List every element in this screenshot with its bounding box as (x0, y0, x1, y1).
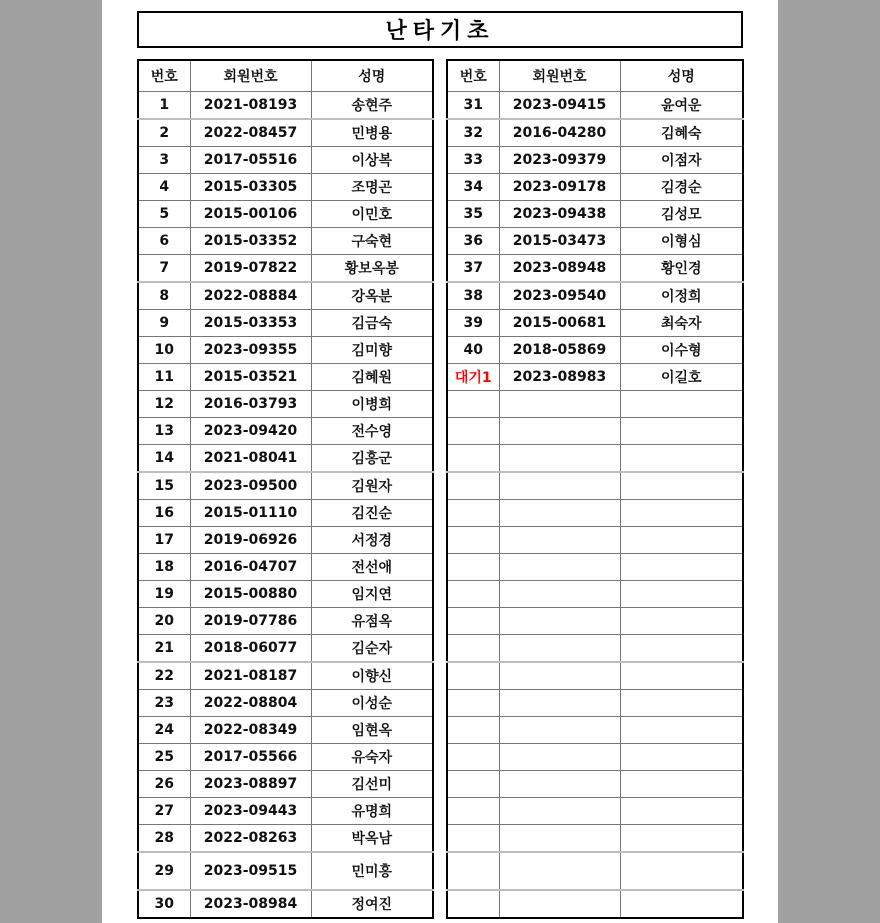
row-number (447, 744, 499, 771)
member-name-cell: 정여진 (311, 890, 433, 918)
table-row (447, 581, 743, 608)
row-number (447, 472, 499, 500)
member-id-cell: 2019-07786 (190, 608, 311, 635)
table-row (447, 798, 743, 825)
document-page (102, 0, 778, 923)
row-number: 11 (138, 364, 190, 391)
row-number: 20 (138, 608, 190, 635)
table-row (447, 825, 743, 853)
member-name-cell (620, 635, 743, 663)
member-id-cell (499, 771, 620, 798)
table-row (138, 337, 433, 364)
table-row (138, 500, 433, 527)
row-number: 10 (138, 337, 190, 364)
row-number: 21 (138, 635, 190, 663)
table-row (138, 825, 433, 853)
table-row (447, 391, 743, 418)
row-number (447, 662, 499, 690)
table-row (447, 147, 743, 174)
row-number: 34 (447, 174, 499, 201)
member-id-cell: 2019-07822 (190, 255, 311, 283)
table-row (447, 228, 743, 255)
member-id-cell: 2017-05566 (190, 744, 311, 771)
table-row (138, 581, 433, 608)
member-name-cell (620, 798, 743, 825)
member-id-cell (499, 690, 620, 717)
table-row (447, 500, 743, 527)
table-row (447, 890, 743, 918)
table-row (138, 852, 433, 890)
member-id-cell: 2022-08457 (190, 119, 311, 147)
table-row (447, 608, 743, 635)
member-id-cell: 2015-01110 (190, 500, 311, 527)
member-id-cell: 2023-08983 (499, 364, 620, 391)
table-row (447, 635, 743, 663)
row-number: 23 (138, 690, 190, 717)
row-number: 30 (138, 890, 190, 918)
row-number: 32 (447, 119, 499, 147)
member-name-cell: 이병희 (311, 391, 433, 418)
row-number: 38 (447, 282, 499, 310)
table-row (138, 662, 433, 690)
table-row (447, 852, 743, 890)
member-id-cell (499, 852, 620, 890)
table-row (447, 554, 743, 581)
row-number (447, 825, 499, 853)
table-row (447, 174, 743, 201)
member-name-cell (620, 890, 743, 918)
table-row (138, 744, 433, 771)
table-row (447, 445, 743, 473)
member-name-cell (620, 662, 743, 690)
row-number (447, 852, 499, 890)
table-row (138, 147, 433, 174)
member-name-cell (620, 554, 743, 581)
member-name-cell (620, 608, 743, 635)
member-id-cell: 2023-09515 (190, 852, 311, 890)
row-number: 22 (138, 662, 190, 690)
row-number (447, 500, 499, 527)
member-name-cell: 임현옥 (311, 717, 433, 744)
table-row (447, 201, 743, 228)
member-name-cell: 서정경 (311, 527, 433, 554)
row-number (447, 554, 499, 581)
member-name-cell: 김원자 (311, 472, 433, 500)
row-number: 33 (447, 147, 499, 174)
member-name-cell (620, 717, 743, 744)
member-name-cell (620, 418, 743, 445)
header-no: 번호 (138, 60, 190, 92)
member-id-cell: 2021-08041 (190, 445, 311, 473)
table-row (138, 527, 433, 554)
table-row (138, 418, 433, 445)
member-name-cell: 민병용 (311, 119, 433, 147)
member-name-cell: 구숙현 (311, 228, 433, 255)
member-id-cell: 2018-05869 (499, 337, 620, 364)
row-number (447, 581, 499, 608)
row-number (447, 771, 499, 798)
member-name-cell: 민미홍 (311, 852, 433, 890)
row-number (447, 798, 499, 825)
row-number (447, 717, 499, 744)
member-name-cell: 황보옥봉 (311, 255, 433, 283)
row-number: 1 (138, 92, 190, 120)
table-row (138, 690, 433, 717)
member-id-cell (499, 554, 620, 581)
member-id-cell: 2015-03521 (190, 364, 311, 391)
member-id-cell: 2016-04707 (190, 554, 311, 581)
table-row (138, 635, 433, 663)
member-name-cell: 박옥남 (311, 825, 433, 853)
row-number (447, 608, 499, 635)
member-name-cell: 김미향 (311, 337, 433, 364)
row-number: 29 (138, 852, 190, 890)
table-row (138, 201, 433, 228)
member-name-cell: 김혜숙 (620, 119, 743, 147)
table-row (138, 364, 433, 391)
row-number: 24 (138, 717, 190, 744)
roster-table-right (446, 59, 744, 919)
member-id-cell (499, 798, 620, 825)
member-id-cell: 2015-03352 (190, 228, 311, 255)
member-name-cell: 김금숙 (311, 310, 433, 337)
member-name-cell: 이상복 (311, 147, 433, 174)
table-row (138, 445, 433, 473)
member-name-cell: 송현주 (311, 92, 433, 120)
member-name-cell: 이민호 (311, 201, 433, 228)
table-row (138, 228, 433, 255)
row-number (447, 391, 499, 418)
table-row (138, 92, 433, 120)
member-id-cell: 2023-09415 (499, 92, 620, 120)
member-name-cell: 김선미 (311, 771, 433, 798)
member-id-cell: 2022-08263 (190, 825, 311, 853)
member-id-cell (499, 472, 620, 500)
row-number: 28 (138, 825, 190, 853)
member-id-cell: 2023-09540 (499, 282, 620, 310)
member-name-cell (620, 527, 743, 554)
member-name-cell: 이길호 (620, 364, 743, 391)
row-number (447, 418, 499, 445)
member-name-cell (620, 852, 743, 890)
table-row (447, 717, 743, 744)
member-id-cell: 2015-00880 (190, 581, 311, 608)
member-id-cell (499, 581, 620, 608)
member-name-cell (620, 825, 743, 853)
roster-table-left (137, 59, 434, 919)
table-header-row (138, 60, 433, 92)
table-row (447, 418, 743, 445)
row-number: 31 (447, 92, 499, 120)
table-row (138, 174, 433, 201)
member-id-cell: 2023-09443 (190, 798, 311, 825)
table-row (138, 472, 433, 500)
row-number: 25 (138, 744, 190, 771)
document-title: 난타기초 (137, 11, 743, 48)
member-id-cell: 2023-09438 (499, 201, 620, 228)
member-name-cell: 김진순 (311, 500, 433, 527)
member-id-cell (499, 500, 620, 527)
header-no: 번호 (447, 60, 499, 92)
member-id-cell: 2023-08984 (190, 890, 311, 918)
row-number: 37 (447, 255, 499, 283)
row-number: 39 (447, 310, 499, 337)
member-id-cell: 2015-03305 (190, 174, 311, 201)
member-id-cell: 2022-08804 (190, 690, 311, 717)
member-name-cell: 이정희 (620, 282, 743, 310)
header-name: 성명 (311, 60, 433, 92)
member-id-cell: 2017-05516 (190, 147, 311, 174)
member-id-cell: 2023-09379 (499, 147, 620, 174)
header-member-id: 회원번호 (190, 60, 311, 92)
member-name-cell (620, 690, 743, 717)
member-name-cell: 유숙자 (311, 744, 433, 771)
table-row (447, 364, 743, 391)
member-id-cell (499, 825, 620, 853)
header-name: 성명 (620, 60, 743, 92)
table-row (447, 744, 743, 771)
row-number: 대기1 (447, 364, 499, 391)
member-id-cell: 2023-08897 (190, 771, 311, 798)
row-number (447, 527, 499, 554)
table-row (138, 771, 433, 798)
row-number (447, 445, 499, 473)
member-id-cell: 2018-06077 (190, 635, 311, 663)
member-name-cell (620, 391, 743, 418)
member-name-cell: 이형심 (620, 228, 743, 255)
member-name-cell: 강옥분 (311, 282, 433, 310)
member-id-cell: 2023-09355 (190, 337, 311, 364)
member-name-cell: 김순자 (311, 635, 433, 663)
member-id-cell: 2015-00681 (499, 310, 620, 337)
member-id-cell: 2015-03473 (499, 228, 620, 255)
table-row (447, 771, 743, 798)
row-number (447, 690, 499, 717)
member-name-cell (620, 771, 743, 798)
table-row (138, 890, 433, 918)
member-name-cell (620, 445, 743, 473)
member-id-cell: 2016-03793 (190, 391, 311, 418)
table-row (447, 255, 743, 283)
table-row (447, 527, 743, 554)
row-number: 5 (138, 201, 190, 228)
member-name-cell (620, 744, 743, 771)
row-number: 3 (138, 147, 190, 174)
row-number: 9 (138, 310, 190, 337)
row-number: 14 (138, 445, 190, 473)
member-name-cell (620, 472, 743, 500)
table-row (138, 608, 433, 635)
member-name-cell: 최숙자 (620, 310, 743, 337)
row-number: 8 (138, 282, 190, 310)
member-name-cell (620, 581, 743, 608)
row-number: 4 (138, 174, 190, 201)
member-id-cell (499, 717, 620, 744)
member-id-cell: 2022-08884 (190, 282, 311, 310)
table-row (447, 690, 743, 717)
table-row (138, 798, 433, 825)
table-row (138, 717, 433, 744)
member-id-cell: 2021-08187 (190, 662, 311, 690)
table-row (138, 119, 433, 147)
member-id-cell: 2015-03353 (190, 310, 311, 337)
row-number: 16 (138, 500, 190, 527)
member-name-cell: 유명희 (311, 798, 433, 825)
row-number: 26 (138, 771, 190, 798)
member-name-cell: 유점옥 (311, 608, 433, 635)
row-number: 13 (138, 418, 190, 445)
member-id-cell (499, 608, 620, 635)
table-row (138, 391, 433, 418)
member-id-cell (499, 662, 620, 690)
member-id-cell (499, 418, 620, 445)
row-number (447, 635, 499, 663)
member-name-cell: 윤여운 (620, 92, 743, 120)
member-id-cell: 2023-08948 (499, 255, 620, 283)
member-name-cell: 황인경 (620, 255, 743, 283)
member-id-cell: 2019-06926 (190, 527, 311, 554)
row-number: 2 (138, 119, 190, 147)
table-row (447, 92, 743, 120)
table-row (447, 282, 743, 310)
member-id-cell: 2015-00106 (190, 201, 311, 228)
row-number: 27 (138, 798, 190, 825)
member-name-cell: 김성모 (620, 201, 743, 228)
member-id-cell (499, 391, 620, 418)
member-name-cell: 김혜원 (311, 364, 433, 391)
row-number (447, 890, 499, 918)
member-name-cell: 김경순 (620, 174, 743, 201)
member-name-cell: 전선애 (311, 554, 433, 581)
member-name-cell: 이성순 (311, 690, 433, 717)
member-id-cell (499, 527, 620, 554)
member-id-cell (499, 635, 620, 663)
table-row (447, 119, 743, 147)
member-id-cell (499, 744, 620, 771)
row-number: 18 (138, 554, 190, 581)
member-id-cell: 2016-04280 (499, 119, 620, 147)
row-number: 6 (138, 228, 190, 255)
table-row (138, 282, 433, 310)
row-number: 36 (447, 228, 499, 255)
member-name-cell: 이수형 (620, 337, 743, 364)
member-name-cell: 이향신 (311, 662, 433, 690)
table-row (447, 472, 743, 500)
row-number: 19 (138, 581, 190, 608)
row-number: 12 (138, 391, 190, 418)
table-row (138, 255, 433, 283)
member-id-cell (499, 890, 620, 918)
member-id-cell: 2022-08349 (190, 717, 311, 744)
header-member-id: 회원번호 (499, 60, 620, 92)
member-name-cell: 전수영 (311, 418, 433, 445)
row-number: 17 (138, 527, 190, 554)
row-number: 7 (138, 255, 190, 283)
member-name-cell: 이점자 (620, 147, 743, 174)
row-number: 15 (138, 472, 190, 500)
table-row (138, 554, 433, 581)
row-number: 35 (447, 201, 499, 228)
member-id-cell: 2021-08193 (190, 92, 311, 120)
table-row (447, 662, 743, 690)
table-header-row (447, 60, 743, 92)
row-number: 40 (447, 337, 499, 364)
member-name-cell: 조명곤 (311, 174, 433, 201)
table-row (447, 337, 743, 364)
table-row (138, 310, 433, 337)
member-name-cell: 임지연 (311, 581, 433, 608)
member-name-cell: 김홍군 (311, 445, 433, 473)
table-row (447, 310, 743, 337)
member-id-cell: 2023-09420 (190, 418, 311, 445)
member-id-cell: 2023-09178 (499, 174, 620, 201)
member-id-cell: 2023-09500 (190, 472, 311, 500)
member-id-cell (499, 445, 620, 473)
member-name-cell (620, 500, 743, 527)
